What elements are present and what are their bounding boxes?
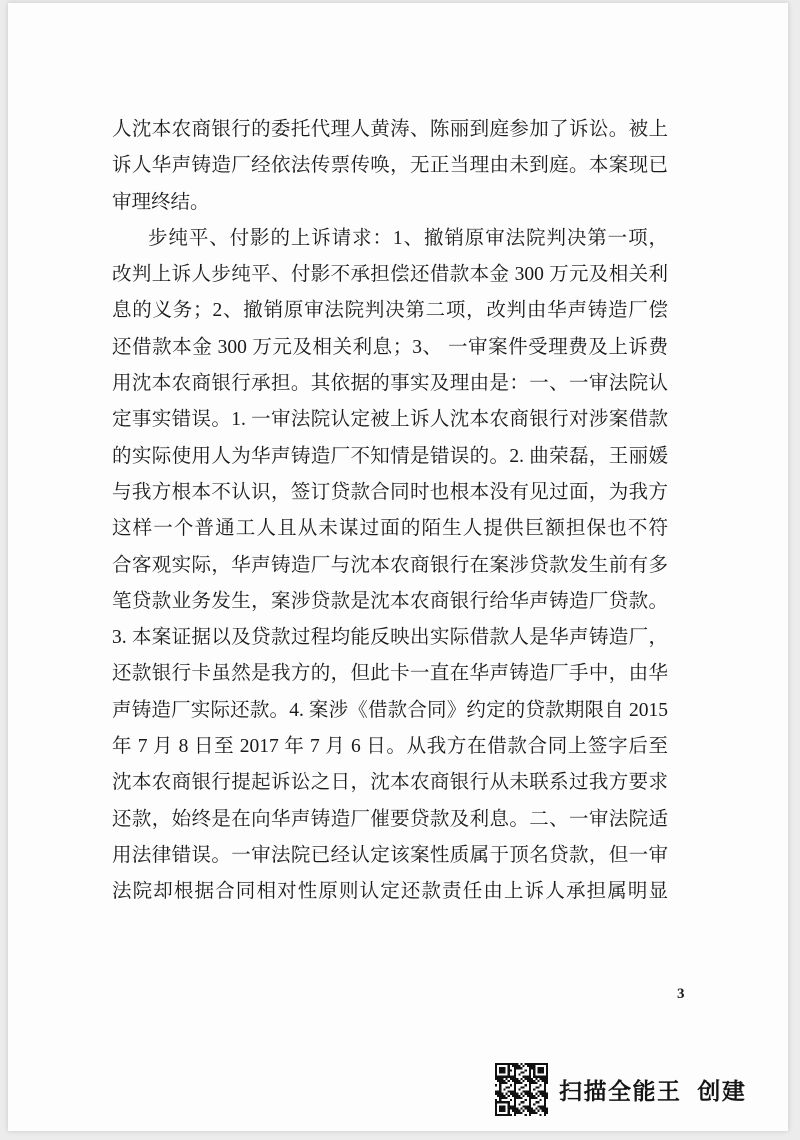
text-line: 这样一个普通工人且从未谋过面的陌生人提供巨额担保也不符 xyxy=(112,518,668,540)
page-number: 3 xyxy=(677,986,685,1002)
text-line: 沈本农商银行提起诉讼之日，沈本农商银行从未联系过我方要求 xyxy=(112,772,668,794)
text-line: 合客观实际，华声铸造厂与沈本农商银行在案涉贷款发生前有多 xyxy=(112,554,668,576)
text-line: 声铸造厂实际还款。4. 案涉《借款合同》约定的贷款期限自 2015 xyxy=(112,699,668,721)
text-line: 用沈本农商银行承担。其依据的事实及理由是：一、一审法院认 xyxy=(112,373,668,395)
page xyxy=(8,3,788,1131)
text-line: 与我方根本不认识，签订贷款合同时也根本没有见过面，为我方 xyxy=(112,481,668,503)
scanner-watermark xyxy=(495,1062,746,1117)
text-line: 审理终结。 xyxy=(112,191,210,213)
body-text xyxy=(112,112,668,911)
text-line: 还款，始终是在向华声铸造厂催要贷款及利息。二、一审法院适 xyxy=(112,808,668,830)
text-line: 法院却根据合同相对性原则认定还款责任由上诉人承担属明显 xyxy=(112,881,668,903)
text-line: 还款银行卡虽然是我方的，但此卡一直在华声铸造厂手中，由华 xyxy=(112,663,668,685)
text-line: 还借款本金 300 万元及相关利息；3、 一审案件受理费及上诉费 xyxy=(112,336,668,358)
text-line: 息的义务；2、撤销原审法院判决第二项，改判由华声铸造厂偿 xyxy=(112,300,668,322)
text-line: 定事实错误。1. 一审法院认定被上诉人沈本农商银行对涉案借款 xyxy=(112,409,668,431)
text-line: 笔贷款业务发生，案涉贷款是沈本农商银行给华声铸造厂贷款。 xyxy=(112,590,668,612)
text-line: 的实际使用人为华声铸造厂不知情是错误的。2. 曲荣磊，王丽媛 xyxy=(112,445,668,467)
watermark-text: 扫描全能王 创建 xyxy=(559,1078,747,1104)
text-line: 年 7 月 8 日至 2017 年 7 月 6 日。从我方在借款合同上签字后至 xyxy=(112,736,668,758)
text-line: 步纯平、付影的上诉请求：1、撤销原审法院判决第一项， xyxy=(148,227,668,249)
text-line: 3. 本案证据以及贷款过程均能反映出实际借款人是华声铸造厂， xyxy=(112,627,668,649)
text-line: 用法律错误。一审法院已经认定该案性质属于顶名贷款，但一审 xyxy=(112,844,668,866)
text-line: 改判上诉人步纯平、付影不承担偿还借款本金 300 万元及相关利 xyxy=(112,264,668,286)
text-line: 诉人华声铸造厂经依法传票传唤，无正当理由未到庭。本案现已 xyxy=(112,155,668,177)
text-line: 人沈本农商银行的委托代理人黄涛、陈丽到庭参加了诉讼。被上 xyxy=(112,119,668,140)
qr-code-icon xyxy=(495,1062,548,1117)
